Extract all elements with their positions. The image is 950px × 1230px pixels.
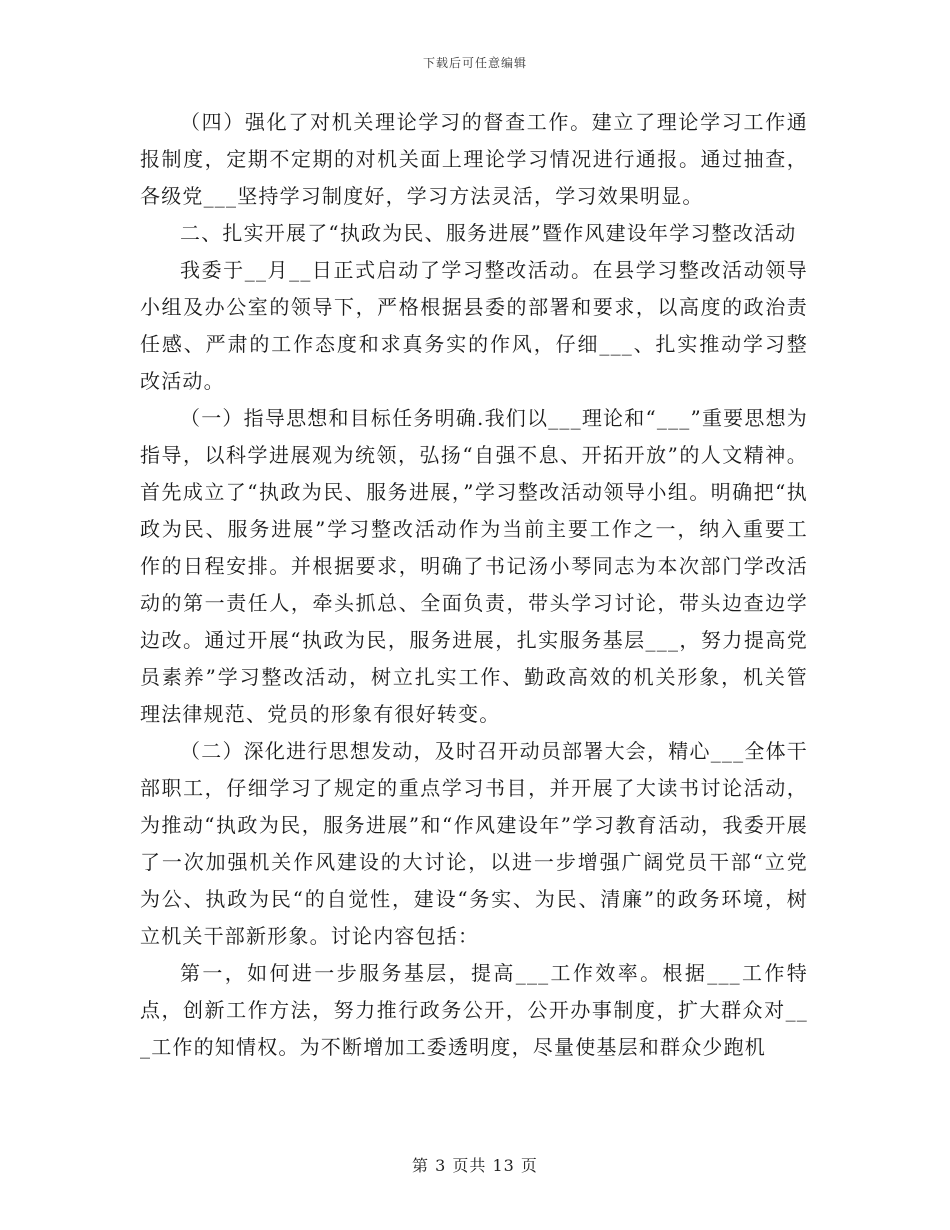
document-body — [140, 104, 808, 1066]
paragraph-first-point: 第一，如何进一步服务基层，提高___工作效率。根据___工作特点，创新工作方法，努力推行政务公开，公开办事制度，扩大群众对___工作的知情权。为不断增加工委透明度，尽量使基层和群众少跑机 — [140, 961, 808, 1059]
paragraph-inspection: （四）强化了对机关理论学习的督查工作。建立了理论学习工作通报制度，定期不定期的对机关面上理论学习情况进行通报。通过抽查，各级党___坚持学习制度好，学习方法灵活，学习效果明显。 — [140, 110, 808, 208]
paragraph-launch: 我委于__月__日正式启动了学习整改活动。在县学习整改活动领导小组及办公室的领导下，严格根据县委的部署和要求，以高度的政治责任感、严肃的工作态度和求真务实的作风，仔细___、扎实推动学习整改活动。 — [140, 258, 808, 393]
paragraph-guiding-thought: （一）指导思想和目标任务明确.我们以___理论和“___”重要思想为指导，以科学进展观为统领，弘扬“自强不息、开拓开放”的人文精神。首先成立了“执政为民、服务进展，”学习整改活动领导小组。明确把“执政为民、服务进展”学习整改活动作为当前主要工作之一，纳入重要工作的日程安排。并根据要求，明确了书记汤小琴同志为本次部门学改活动的第一责任人，牵头抓总、全面负责，带头学习讨论，带头边查边学边改。通过开展“执政为民，服务进展，扎实服务基层___，努力提高党员素养”学习整改活动，树立扎实工作、勤政高效的机关形象，机关管理法律规范、党员的形象有很好转变。 — [140, 406, 808, 726]
paragraph-mobilization: （二）深化进行思想发动，及时召开动员部署大会，精心___全体干部职工，仔细学习了规定的重点学习书目，并开展了大读书讨论活动，为推动“执政为民，服务进展”和“作风建设年”学习教育活动，我委开展了一次加强机关作风建设的大讨论，以进一步增强广阔党员干部“立党为公、执政为民“的自觉性，建设“务实、为民、清廉”的政务环境，树立机关干部新形象。讨论内容包括： — [140, 739, 808, 948]
page-header-note: 下载后可任意编辑 — [422, 56, 527, 70]
page-number: 第 3 页共 13 页 — [412, 1156, 538, 1175]
section-heading-two: 二、扎实开展了“执政为民、服务进展”暨作风建设年学习整改活动 — [180, 221, 797, 245]
